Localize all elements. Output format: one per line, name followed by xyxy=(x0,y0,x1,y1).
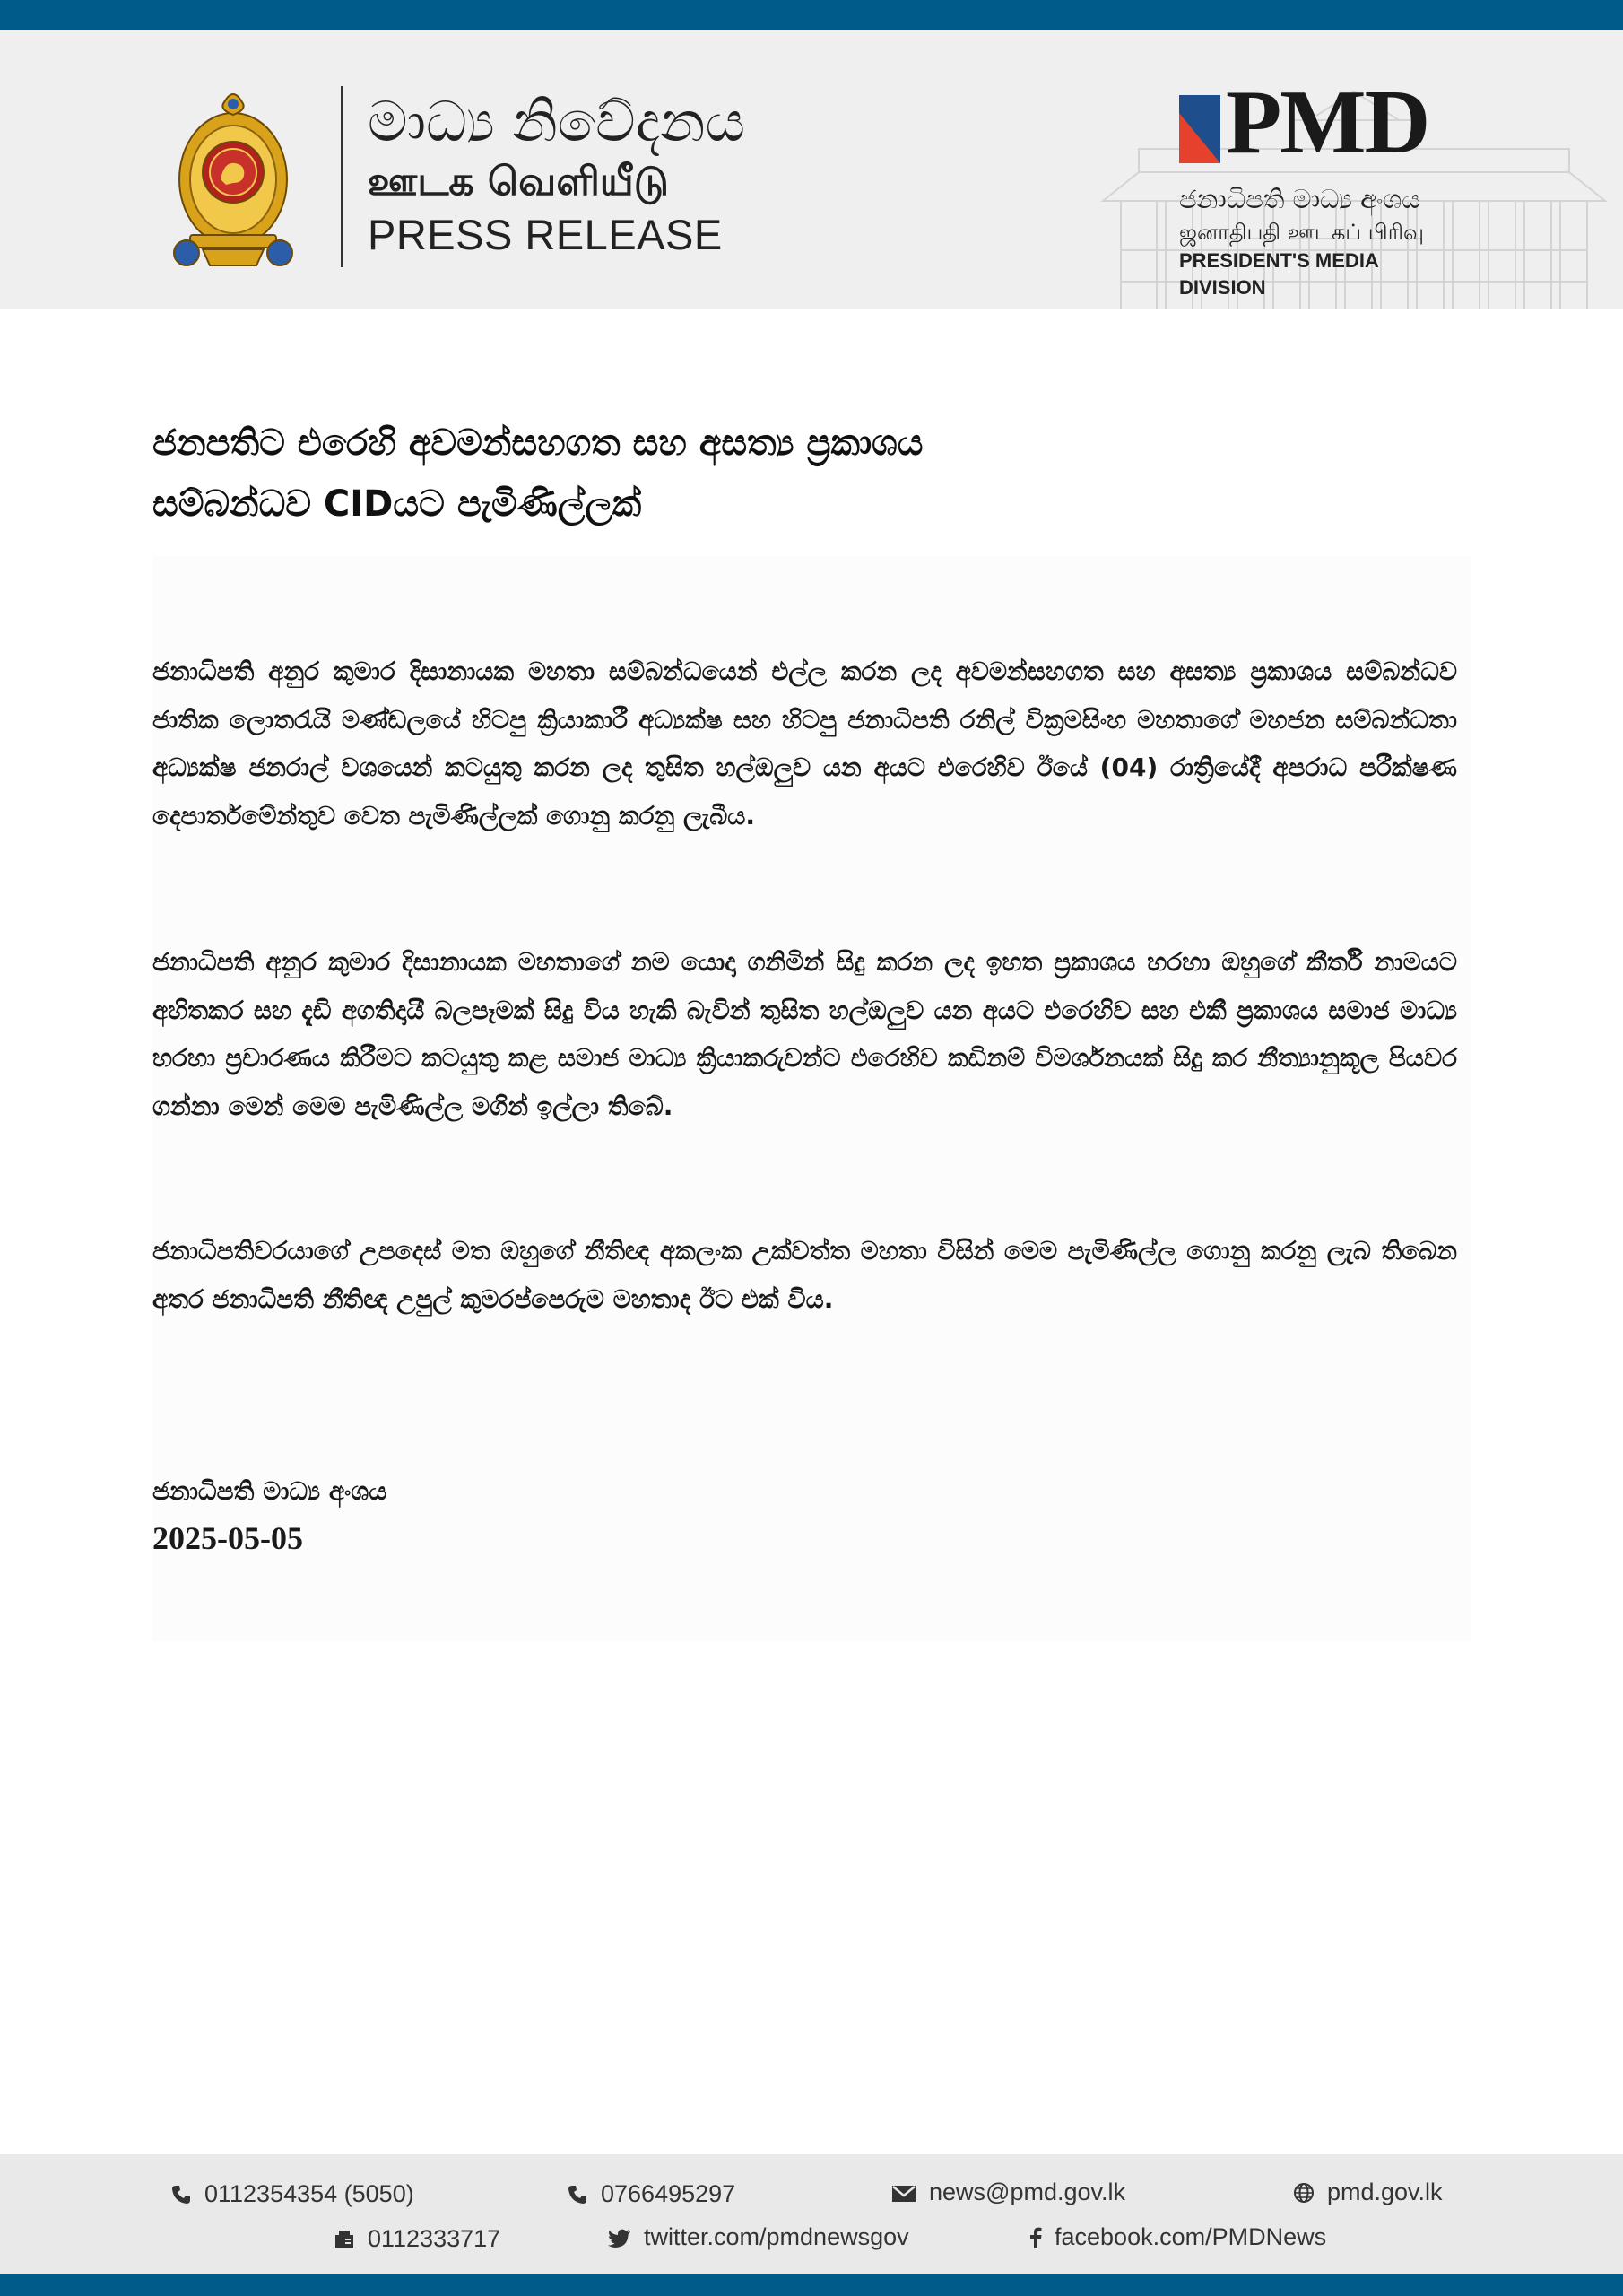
masthead-sinhala: මාධ්‍ය නිවේදනය xyxy=(368,89,746,154)
pmd-logo-block xyxy=(1179,72,1448,301)
masthead-english: PRESS RELEASE xyxy=(368,211,723,258)
bottom-color-bar xyxy=(0,2274,1623,2296)
fax-icon xyxy=(334,2229,355,2250)
letterhead xyxy=(0,30,1623,309)
paragraph-3: ජනාධිපතිවරයාගේ උපදෙස් මත ඔහුගේ නීතිඥ අකලංක උක්වත්ත මහතා විසින් මෙම පැමිණිල්ල ගොනු කරනු ලැබ තිබෙන අතර ජනාධිපති නීතිඥ උපුල් කුමරප්පෙරුම මහතාද ඊට එක් විය. xyxy=(152,1236,1457,1314)
phone-2-text[interactable]: 0766495297 xyxy=(601,2180,736,2207)
email xyxy=(891,2176,1125,2208)
website xyxy=(1293,2176,1443,2208)
paragraph-1: ජනාධිපති අනුර කුමාර දිසානායක මහතා සම්බන්ධයෙන් එල්ල කරන ලද අවමන්සහගත සහ අසත්‍ය ප්‍රකාශය සම්බන්ධව ජාතික ලොතරැයි මණ්ඩලයේ හිටපු ක්‍රියාකාරී අධ්‍යක්ෂ සහ හිටපු ජනාධිපති රනිල් වික්‍රමසිංහ මහතාගේ මහජන සම්බන්ධතා අධ්‍යක්ෂ ජනරාල් වශයෙන් කටයුතු කරන ලද තුසිත හල්ඔලුව යන අයට එරෙහිව ඊයේ (04) රාත්‍රියේදී අපරාධ පරීක්ෂණ දෙපාර්තමේන්තුව වෙත පැමිණිල්ලක් ගොනු කරනු ලැබීය. xyxy=(152,657,1457,831)
twitter-link[interactable]: twitter.com/pmdnewsgov xyxy=(644,2223,909,2250)
masthead-tamil: ஊடக வெளியீடு xyxy=(368,159,669,204)
facebook-icon xyxy=(1029,2227,1042,2248)
title-line-2: සම්බන්ධව CIDයට පැමිණිල්ලක් xyxy=(152,483,642,525)
phone-1 xyxy=(170,2178,414,2210)
facebook-link[interactable]: facebook.com/PMDNews xyxy=(1055,2223,1327,2250)
masthead xyxy=(368,88,745,262)
title-line-1: ජනපතිට එරෙහි අවමන්සහගත සහ අසත්‍ය ප්‍රකාශය xyxy=(152,422,924,464)
facebook xyxy=(1029,2221,1326,2253)
pmd-name-sinhala: ජනාධිපති මාධ්‍ය අංශය xyxy=(1179,184,1420,214)
signature-date: 2025-05-05 xyxy=(152,1520,303,1556)
article-title xyxy=(152,413,1457,535)
pmd-logo xyxy=(1179,72,1448,173)
fax xyxy=(334,2222,500,2255)
phone-2 xyxy=(567,2178,735,2210)
pmd-name-english: PRESIDENT'S MEDIA DIVISION xyxy=(1179,249,1378,299)
signature-office: ජනාධිපති මාධ්‍ය අංශය xyxy=(152,1476,387,1506)
twitter xyxy=(608,2221,909,2253)
envelope-icon xyxy=(891,2184,916,2204)
contact-footer xyxy=(0,2154,1623,2274)
pmd-logo-text: PMD xyxy=(1226,72,1429,173)
phone-icon xyxy=(170,2184,192,2205)
top-color-bar xyxy=(0,0,1623,30)
masthead-divider xyxy=(341,86,343,267)
globe-icon xyxy=(1293,2182,1315,2204)
pmd-logo-mark-icon xyxy=(1179,95,1220,163)
paragraph-2: ජනාධිපති අනුර කුමාර දිසානායක මහතාගේ නම යොදා ගනිමින් සිදු කරන ලද ඉහත ප්‍රකාශය හරහා ඔහුගේ කීර්ති නාමයට අහිතකර සහ දැඩි අගතිදායී බලපෑමක් සිදු විය හැකි බැවින් තුසිත හල්ඔලුව යන අයට එරෙහිව සහ එකී ප්‍රකාශය සමාජ මාධ්‍ය හරහා ප්‍රචාරණය කිරීමට කටයුතු කළ සමාජ මාධ්‍ය ක්‍රියාකරුවන්ට එරෙහිව කඩිනම් විමර්ශනයක් සිදු කර නීත්‍යානුකූල පියවර ගන්නා මෙන් මෙම පැමිණිල්ල මගින් ඉල්ලා තිබේ. xyxy=(152,947,1457,1121)
fax-text: 0112333717 xyxy=(368,2225,501,2252)
twitter-icon xyxy=(608,2229,631,2248)
phone-icon xyxy=(567,2184,588,2205)
website-link[interactable]: pmd.gov.lk xyxy=(1327,2179,1443,2205)
phone-1-text[interactable]: 0112354354 (5050) xyxy=(204,2180,414,2207)
sri-lanka-emblem-icon xyxy=(170,83,296,271)
pmd-name-tamil: ஜனாதிபதி ஊடகப் பிரிவு xyxy=(1179,220,1424,245)
email-link[interactable]: news@pmd.gov.lk xyxy=(929,2179,1125,2205)
